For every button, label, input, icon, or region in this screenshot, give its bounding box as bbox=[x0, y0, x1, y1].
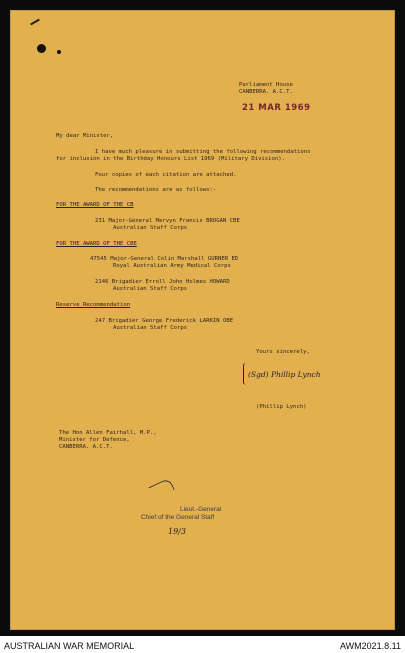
handwritten-date: 19/3 bbox=[168, 527, 186, 536]
cb-heading: FOR THE AWARD OF THE CB bbox=[56, 202, 134, 208]
stamp-title: Lieut.-General bbox=[180, 506, 222, 513]
signed-signature: (Sgd) Phillip Lynch bbox=[248, 370, 321, 379]
cbe-recommendation-2-line-1: 2146 Brigadier Erroll John Holmes HOWARD bbox=[95, 279, 230, 285]
address-line-2: CANBERRA. A.C.T. bbox=[239, 89, 293, 95]
cb-recommendation-line-2: Australian Staff Corps bbox=[113, 225, 188, 231]
cbe-recommendation-1-line-2: Royal Australian Army Medical Corps bbox=[113, 263, 231, 269]
cbe-recommendation-2-line-2: Australian Staff Corps bbox=[113, 286, 188, 292]
salutation: My dear Minister, bbox=[56, 133, 114, 139]
letter-page bbox=[10, 10, 395, 630]
recipient-line-2: Minister for Defence, bbox=[59, 437, 130, 443]
punch-hole bbox=[37, 44, 46, 53]
intro-line-2: for inclusion in the Birthday Honours List 1969 (Military Division). bbox=[56, 156, 286, 162]
stamp-office: Chief of the General Staff bbox=[141, 514, 215, 521]
footer-institution: AUSTRALIAN WAR MEMORIAL bbox=[4, 641, 135, 651]
cb-recommendation-line-1: 231 Major-General Mervyn Francis BROGAN CBE bbox=[95, 218, 240, 224]
signatory-name: (Phillip Lynch) bbox=[256, 404, 307, 410]
cbe-recommendation-1-line-1: 47545 Major-General Colin Marshall GURNER ED bbox=[90, 256, 239, 262]
pen-mark bbox=[30, 19, 40, 26]
date-stamp: 21 MAR 1969 bbox=[242, 103, 311, 113]
recommendations-note: The recommendations are as follows:- bbox=[95, 187, 217, 193]
closing: Yours sincerely, bbox=[256, 349, 310, 355]
reserve-recommendation-line-1: 247 Brigadier George Frederick LARKIN OBE bbox=[95, 318, 234, 324]
copies-note: Four copies of each citation are attached. bbox=[95, 172, 237, 178]
intro-line-1: I have much pleasure in submitting the following recommendations bbox=[95, 149, 311, 155]
recipient-line-3: CANBERRA. A.C.T. bbox=[59, 444, 113, 450]
footer-accession-number: AWM2021.8.11 bbox=[339, 641, 401, 651]
recipient-line-1: The Hon Allen Fairhall, M.P., bbox=[59, 430, 157, 436]
address-line-1: Parliament House bbox=[239, 82, 293, 88]
reserve-heading: Reserve Recommendation bbox=[56, 302, 131, 308]
reserve-recommendation-line-2: Australian Staff Corps bbox=[113, 325, 188, 331]
punch-mark bbox=[57, 50, 61, 54]
handwritten-initials-mark bbox=[148, 478, 174, 500]
cbe-heading: FOR THE AWARD OF THE CBE bbox=[56, 241, 137, 247]
